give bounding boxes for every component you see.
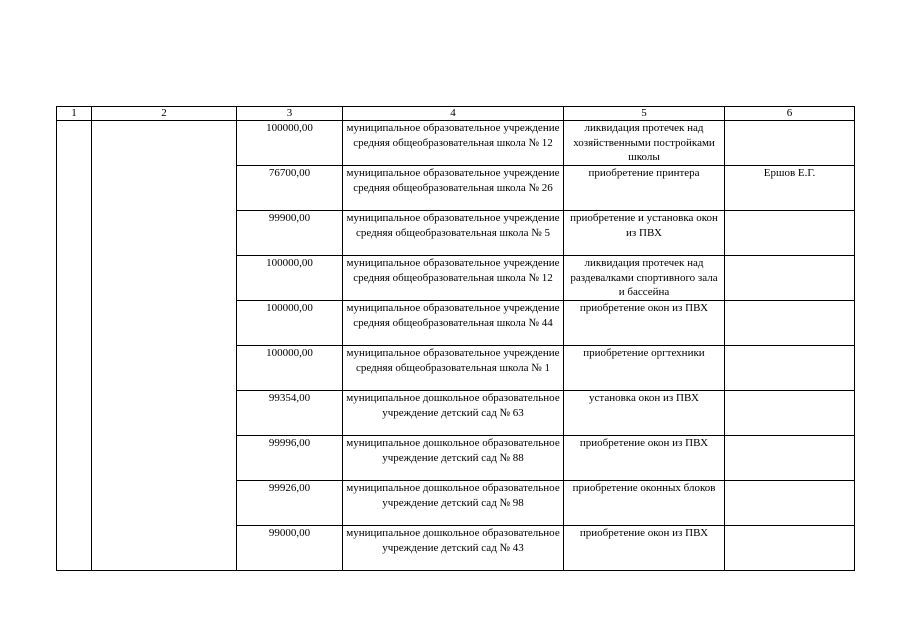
amount-cell: 99996,00 — [237, 436, 343, 481]
institution-cell: муниципальное дошкольное образовательное учреждение детский сад № 43 — [343, 526, 564, 571]
institution-cell: муниципальное образовательное учреждение средняя общеобразовательная школа № 1 — [343, 346, 564, 391]
purpose-cell: приобретение оргтехники — [564, 346, 725, 391]
institution-cell: муниципальное образовательное учреждение средняя общеобразовательная школа № 12 — [343, 121, 564, 166]
col-2-merged-cell — [92, 121, 237, 571]
header-cell-3: 3 — [237, 107, 343, 121]
purpose-cell: ликвидация протечек над раздевалками спортивного зала и бассейна — [564, 256, 725, 301]
responsible-cell — [725, 256, 855, 301]
responsible-cell — [725, 121, 855, 166]
document-table — [56, 106, 855, 571]
header-cell-4: 4 — [343, 107, 564, 121]
header-cell-6: 6 — [725, 107, 855, 121]
institution-cell: муниципальное образовательное учреждение средняя общеобразовательная школа № 5 — [343, 211, 564, 256]
table-row — [57, 121, 855, 166]
institution-cell: муниципальное дошкольное образовательное учреждение детский сад № 88 — [343, 436, 564, 481]
institution-cell: муниципальное образовательное учреждение средняя общеобразовательная школа № 26 — [343, 166, 564, 211]
responsible-cell — [725, 526, 855, 571]
purpose-cell: установка окон из ПВХ — [564, 391, 725, 436]
institution-cell: муниципальное дошкольное образовательное учреждение детский сад № 98 — [343, 481, 564, 526]
purpose-cell: приобретение оконных блоков — [564, 481, 725, 526]
institution-cell: муниципальное образовательное учреждение средняя общеобразовательная школа № 12 — [343, 256, 564, 301]
purpose-cell: приобретение окон из ПВХ — [564, 526, 725, 571]
responsible-cell — [725, 436, 855, 481]
purpose-cell: приобретение окон из ПВХ — [564, 301, 725, 346]
amount-cell: 99926,00 — [237, 481, 343, 526]
amount-cell: 99900,00 — [237, 211, 343, 256]
header-cell-5: 5 — [564, 107, 725, 121]
institution-cell: муниципальное образовательное учреждение средняя общеобразовательная школа № 44 — [343, 301, 564, 346]
header-cell-1: 1 — [57, 107, 92, 121]
purpose-cell: ликвидация протечек над хозяйственными постройками школы — [564, 121, 725, 166]
col-1-merged-cell — [57, 121, 92, 571]
responsible-cell — [725, 391, 855, 436]
purpose-cell: приобретение и установка окон из ПВХ — [564, 211, 725, 256]
amount-cell: 99000,00 — [237, 526, 343, 571]
institution-cell: муниципальное дошкольное образовательное учреждение детский сад № 63 — [343, 391, 564, 436]
header-row — [57, 107, 855, 121]
amount-cell: 100000,00 — [237, 346, 343, 391]
amount-cell: 100000,00 — [237, 121, 343, 166]
amount-cell: 76700,00 — [237, 166, 343, 211]
purpose-cell: приобретение окон из ПВХ — [564, 436, 725, 481]
header-cell-2: 2 — [92, 107, 237, 121]
responsible-cell — [725, 481, 855, 526]
responsible-cell: Ершов Е.Г. — [725, 166, 855, 211]
responsible-cell — [725, 301, 855, 346]
amount-cell: 100000,00 — [237, 256, 343, 301]
amount-cell: 99354,00 — [237, 391, 343, 436]
purpose-cell: приобретение принтера — [564, 166, 725, 211]
amount-cell: 100000,00 — [237, 301, 343, 346]
responsible-cell — [725, 211, 855, 256]
responsible-cell — [725, 346, 855, 391]
